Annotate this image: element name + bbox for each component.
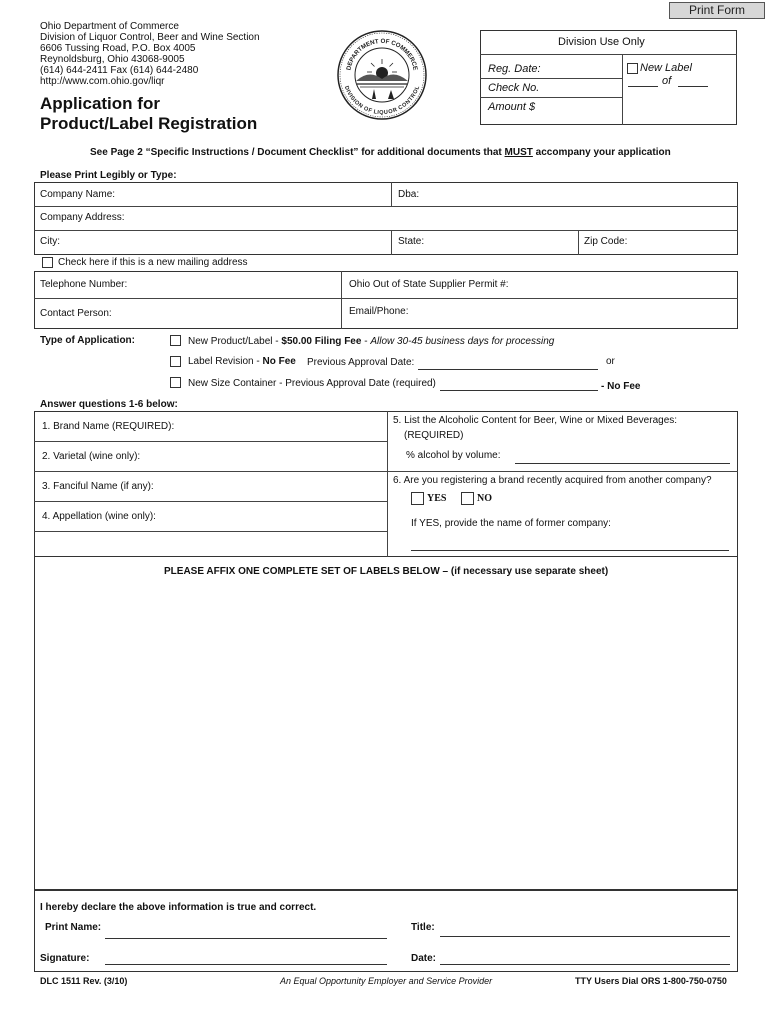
print-name-field[interactable]: [105, 938, 387, 939]
instructions-note: [90, 147, 671, 159]
address-line: Division of Liquor Control, Beer and Wine Section: [40, 32, 260, 43]
company-name-field[interactable]: [130, 186, 385, 203]
instructions-text-end: accompany your application: [532, 147, 671, 158]
new-size-container-checkbox[interactable]: [170, 377, 181, 388]
labels-affix-heading: PLEASE AFFIX ONE COMPLETE SET OF LABELS BELOW – (if necessary use separate sheet): [164, 566, 609, 577]
new-label-checkbox[interactable]: [627, 63, 638, 74]
ohio-commerce-seal: [336, 29, 428, 121]
of-label: of: [662, 75, 672, 87]
application-type-label: Type of Application:: [40, 335, 135, 346]
acquired-brand-question: 6. Are you registering a brand recently acquired from another company?: [393, 475, 712, 486]
new-product-label-checkbox[interactable]: [170, 335, 181, 346]
option-text: New Product/Label -: [188, 336, 282, 347]
divider: [391, 182, 392, 206]
telephone-field[interactable]: [135, 276, 335, 294]
label-revision-option: [188, 356, 296, 368]
company-address-field[interactable]: [135, 210, 730, 227]
address-line: Ohio Department of Commerce: [40, 21, 179, 32]
divider: [34, 206, 738, 207]
option-text: Label Revision -: [188, 356, 263, 367]
print-legibly-heading: Please Print Legibly or Type:: [40, 170, 177, 181]
divider: [578, 230, 579, 255]
brand-name-field[interactable]: [185, 415, 380, 437]
instructions-text: See Page 2 “Specific Instructions / Document Checklist” for additional documents that: [90, 147, 505, 158]
new-size-container-option: New Size Container - Previous Approval Date (required): [188, 378, 436, 389]
form-id: DLC 1511 Rev. (3/10): [40, 976, 128, 986]
print-name-label: Print Name:: [45, 922, 102, 933]
former-company-label: If YES, provide the name of former company:: [411, 518, 611, 529]
brand-name-label: 1. Brand Name (REQUIRED):: [42, 421, 175, 432]
divider: [480, 78, 622, 79]
alcohol-required-label: (REQUIRED): [404, 430, 464, 441]
filing-fee: $50.00 Filing Fee: [281, 336, 362, 347]
city-field[interactable]: [70, 233, 385, 250]
new-mailing-address-label: Check here if this is a new mailing address: [58, 257, 248, 268]
divider: [391, 230, 392, 255]
varietal-field[interactable]: [155, 445, 380, 467]
amount-label: Amount $: [488, 101, 536, 113]
appellation-label: 4. Appellation (wine only):: [42, 511, 156, 522]
divider: [34, 471, 738, 472]
instructions-must: MUST: [504, 147, 533, 158]
address-line: (614) 644-2411 Fax (614) 644-2480: [40, 65, 199, 76]
label-number-field[interactable]: [628, 86, 658, 87]
no-label: NO: [477, 493, 492, 504]
seal-top-text: DEPARTMENT OF COMMERCE: [345, 37, 419, 71]
processing-note: Allow 30-45 business days for processing: [370, 336, 555, 347]
divider: [34, 441, 387, 442]
acquired-no-checkbox[interactable]: [461, 492, 474, 505]
print-form-button[interactable]: Print Form: [669, 2, 765, 19]
reg-date-label: Reg. Date:: [488, 63, 541, 75]
tty-number: TTY Users Dial ORS 1-800-750-0750: [575, 976, 727, 986]
address-line: http://www.com.ohio.gov/liqr: [40, 76, 165, 87]
alcohol-by-volume-label: % alcohol by volume:: [406, 450, 501, 461]
fanciful-name-label: 3. Fanciful Name (if any):: [42, 481, 154, 492]
address-line: 6606 Tussing Road, P.O. Box 4005: [40, 43, 196, 54]
company-address-label: Company Address:: [40, 212, 125, 223]
title-field[interactable]: [440, 936, 730, 937]
dba-field[interactable]: [425, 186, 730, 203]
no-fee: No Fee: [262, 356, 296, 367]
email-phone-field[interactable]: [415, 304, 730, 324]
seal-bottom-text: DIVISION OF LIQUOR CONTROL: [342, 85, 422, 117]
appellation-continued-field[interactable]: [40, 535, 380, 553]
signature-field[interactable]: [105, 964, 387, 965]
new-label-label: New Label: [640, 62, 692, 74]
city-label: City:: [40, 236, 60, 247]
company-name-label: Company Name:: [40, 189, 116, 200]
divider: [34, 501, 387, 502]
previous-approval-date-field[interactable]: [418, 369, 598, 370]
alcohol-by-volume-field[interactable]: [515, 463, 730, 464]
labels-affix-area: [34, 557, 738, 890]
zip-label: Zip Code:: [584, 236, 628, 247]
label-total-field[interactable]: [678, 86, 708, 87]
state-label: State:: [398, 236, 425, 247]
alcohol-content-label: 5. List the Alcoholic Content for Beer, Wine or Mixed Beverages:: [393, 415, 678, 426]
acquired-yes-checkbox[interactable]: [411, 492, 424, 505]
appellation-field[interactable]: [168, 505, 380, 527]
contact-person-label: Contact Person:: [40, 308, 112, 319]
date-field[interactable]: [440, 964, 730, 965]
new-mailing-address-checkbox[interactable]: [42, 257, 53, 268]
supplier-permit-field[interactable]: [520, 276, 730, 294]
former-company-field[interactable]: [411, 550, 729, 551]
email-phone-label: Email/Phone:: [349, 306, 409, 317]
label-revision-checkbox[interactable]: [170, 356, 181, 367]
signature-label: Signature:: [40, 953, 90, 964]
option-separator: -: [361, 336, 371, 347]
telephone-label: Telephone Number:: [40, 279, 128, 290]
title-label: Title:: [411, 922, 435, 933]
division-use-title: Division Use Only: [558, 36, 645, 48]
date-label: Date:: [411, 953, 437, 964]
divider: [387, 411, 388, 557]
divider: [34, 298, 738, 299]
page-title-line1: Application for: [40, 94, 160, 113]
page-title-line2: Product/Label Registration: [40, 114, 258, 133]
or-label: or: [606, 356, 615, 367]
divider: [480, 54, 737, 55]
equal-opportunity-note: An Equal Opportunity Employer and Service Provider: [280, 976, 493, 986]
state-field[interactable]: [430, 233, 570, 250]
varietal-label: 2. Varietal (wine only):: [42, 451, 141, 462]
supplier-permit-label: Ohio Out of State Supplier Permit #:: [349, 279, 509, 290]
zip-field[interactable]: [630, 233, 730, 250]
divider: [341, 271, 342, 329]
divider: [480, 97, 622, 98]
yes-label: YES: [427, 493, 447, 504]
new-size-approval-date-field[interactable]: [440, 390, 598, 391]
divider: [34, 230, 738, 231]
new-size-no-fee: - No Fee: [601, 381, 641, 392]
declaration-statement: I hereby declare the above information is true and correct.: [40, 902, 317, 913]
divider: [34, 531, 387, 532]
check-no-label: Check No.: [488, 82, 540, 94]
contact-person-field[interactable]: [120, 304, 335, 324]
dba-label: Dba:: [398, 189, 420, 200]
fanciful-name-field[interactable]: [165, 475, 380, 497]
previous-approval-label: Previous Approval Date:: [307, 357, 415, 368]
address-line: Reynoldsburg, Ohio 43068-9005: [40, 54, 185, 65]
new-product-label-option: [188, 336, 554, 348]
questions-heading: Answer questions 1-6 below:: [40, 399, 178, 410]
divider: [622, 54, 623, 125]
